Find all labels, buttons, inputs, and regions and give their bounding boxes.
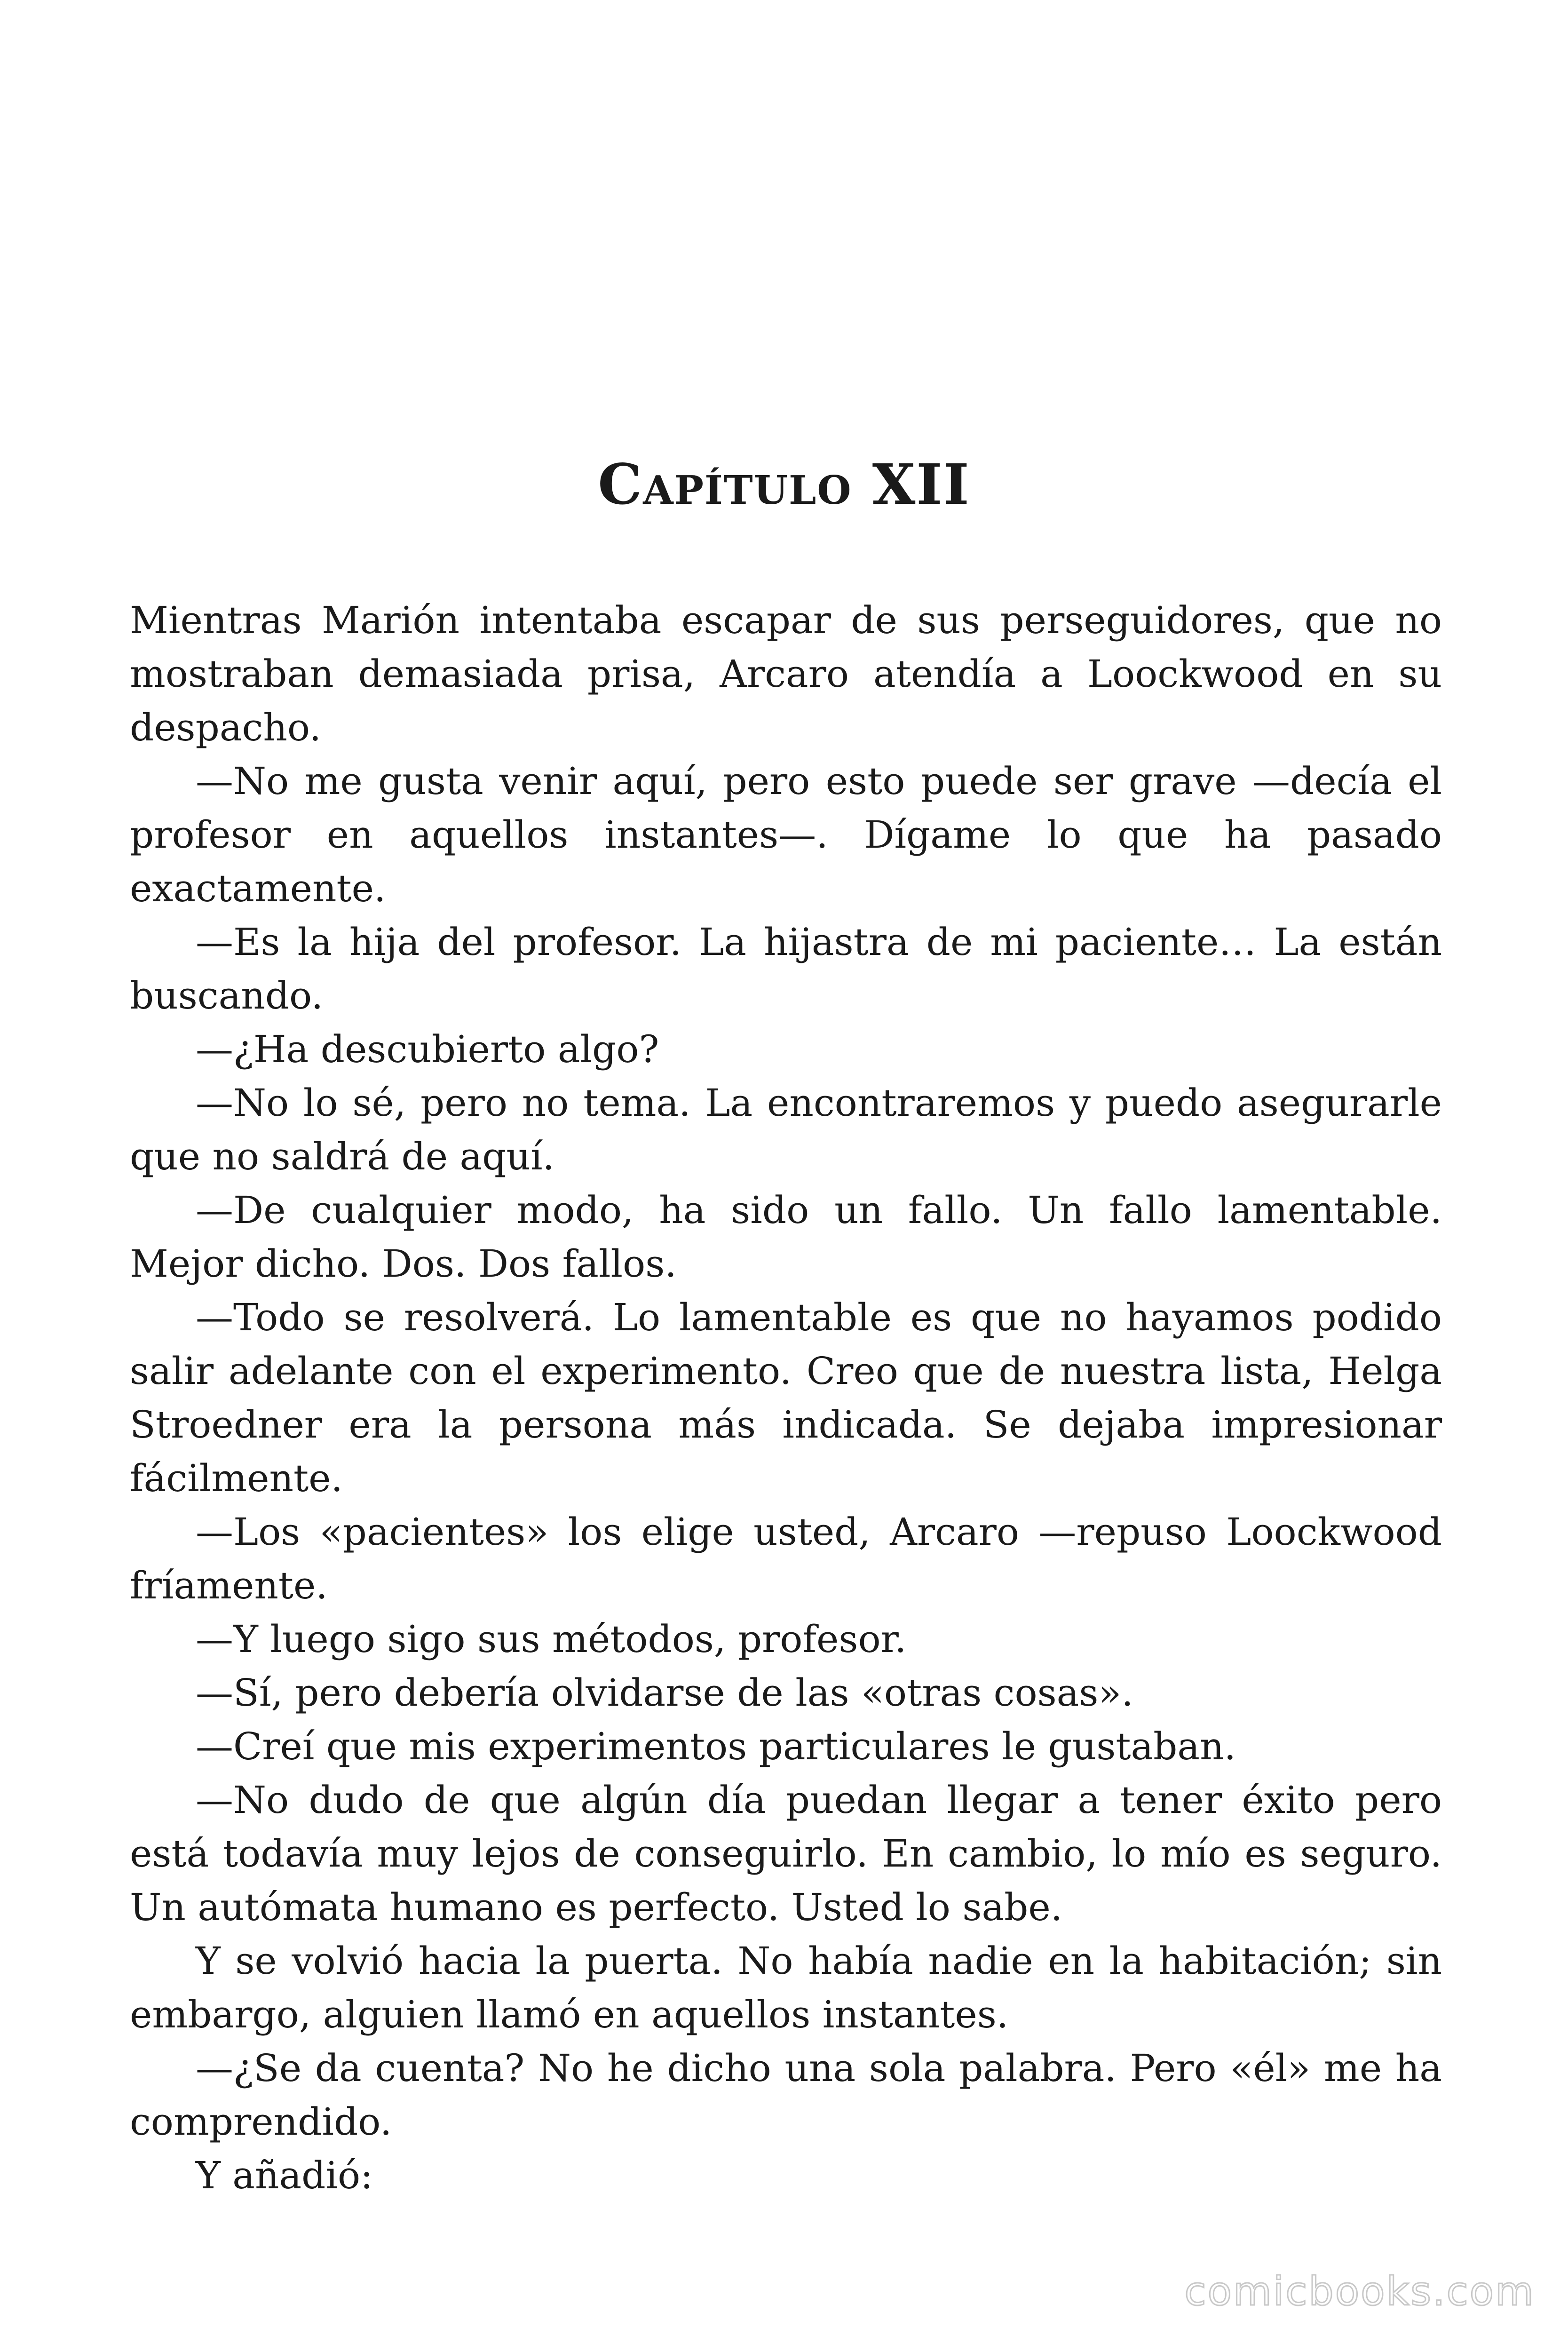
paragraph: —Los «pacientes» los elige usted, Arcaro —repuso Loockwood fríamente.: [130, 1510, 1442, 1607]
paragraph: —Sí, pero debería olvidarse de las «otras cosas».: [196, 1671, 1133, 1715]
paragraph: —Y luego sigo sus métodos, profesor.: [196, 1617, 907, 1661]
paragraph: —Creí que mis experimentos particulares le gustaban.: [196, 1724, 1236, 1768]
paragraph: —No me gusta venir aquí, pero esto puede ser grave —decía el profesor en aquellos instantes—. Dígame lo que ha pasado exactamente.: [130, 759, 1442, 910]
paragraph: —De cualquier modo, ha sido un fallo. Un fallo lamentable. Mejor dicho. Dos. Dos fallos.: [130, 1188, 1442, 1286]
paragraph: Mientras Marión intentaba escapar de sus perseguidores, que no mostraban demasiada prisa, Arcaro atendía a Loockwood en su despacho.: [130, 598, 1442, 749]
paragraph: —Es la hija del profesor. La hijastra de mi paciente… La están buscando.: [130, 920, 1442, 1017]
paragraph: Y añadió:: [196, 2153, 373, 2197]
chapter-body: [130, 594, 1442, 2202]
chapter-title: Capítulo XII: [598, 452, 970, 517]
paragraph: —Todo se resolverá. Lo lamentable es que no hayamos podido salir adelante con el experimento. Creo que de nuestra lista, Helga Stroedner era la persona más indicada. Se dejaba impresionar fácilmente.: [130, 1295, 1442, 1500]
watermark: comicbooks.com: [1184, 2268, 1535, 2314]
paragraph: —No dudo de que algún día puedan llegar a tener éxito pero está todavía muy lejos de conseguirlo. En cambio, lo mío es seguro. Un autómata humano es perfecto. Usted lo sabe.: [130, 1778, 1442, 1929]
paragraph: —¿Se da cuenta? No he dicho una sola palabra. Pero «él» me ha comprendido.: [130, 2046, 1442, 2144]
paragraph: —¿Ha descubierto algo?: [196, 1027, 659, 1071]
paragraph: Y se volvió hacia la puerta. No había nadie en la habitación; sin embargo, alguien llamó en aquellos instantes.: [130, 1939, 1442, 2036]
paragraph: —No lo sé, pero no tema. La encontraremos y puedo asegurarle que no saldrá de aquí.: [130, 1081, 1442, 1178]
